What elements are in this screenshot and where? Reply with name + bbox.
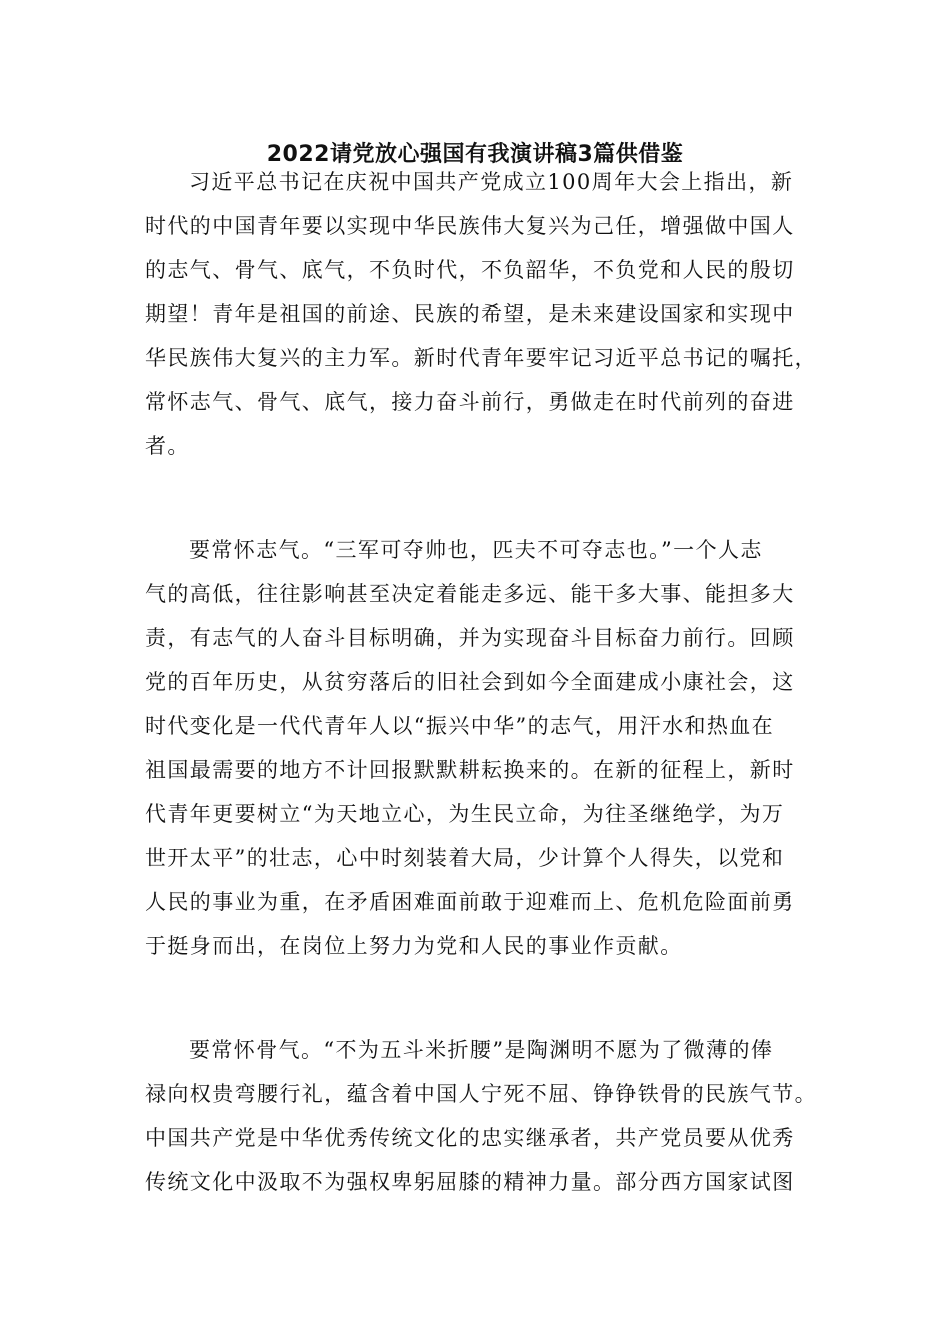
text-line: 代青年更要树立“为天地立心，为生民立命，为往圣继绝学，为万: [145, 802, 785, 826]
text-line: 期望！青年是祖国的前途、民族的希望，是未来建设国家和实现中: [145, 302, 795, 326]
text-line: 于挺身而出，在岗位上努力为党和人民的事业作贡献。: [145, 934, 683, 958]
text-line: 气的高低，往往影响甚至决定着能走多远、能干多大事、能担多大: [145, 582, 795, 606]
text-line: 禄向权贵弯腰行礼，蕴含着中国人宁死不屈、铮铮铁骨的民族气节。: [145, 1082, 817, 1106]
text-line: 常怀志气、骨气、底气，接力奋斗前行，勇做走在时代前列的奋进: [145, 390, 795, 414]
paragraph-ambition: [145, 528, 815, 968]
text-line: 祖国最需要的地方不计回报默默耕耘换来的。在新的征程上，新时: [145, 758, 795, 782]
document-title: 2022请党放心强国有我演讲稿3篇供借鉴: [266, 142, 684, 167]
text-line: 人民的事业为重，在矛盾困难面前敢于迎难而上、危机危险面前勇: [145, 890, 795, 914]
text-line: 习近平总书记在庆祝中国共产党成立100周年大会上指出，新: [189, 170, 794, 194]
text-line: 传统文化中汲取不为强权卑躬屈膝的精神力量。部分西方国家试图: [145, 1170, 795, 1194]
text-line: 党的百年历史，从贫穷落后的旧社会到如今全面建成小康社会，这: [145, 670, 795, 694]
text-line: 要常怀志气。“三军可夺帅也，匹夫不可夺志也。”一个人志: [189, 538, 763, 562]
text-line: 时代变化是一代代青年人以“振兴中华”的志气，用汗水和热血在: [145, 714, 775, 738]
text-line: 世开太平”的壮志，心中时刻装着大局，少计算个人得失，以党和: [145, 846, 785, 870]
text-line: 华民族伟大复兴的主力军。新时代青年要牢记习近平总书记的嘱托，: [145, 346, 817, 370]
text-line: 的志气、骨气、底气，不负时代，不负韶华，不负党和人民的殷切: [145, 258, 795, 282]
text-line: 中国共产党是中华优秀传统文化的忠实继承者，共产党员要从优秀: [145, 1126, 795, 1150]
paragraph-intro: [145, 160, 815, 468]
text-line: 者。: [145, 434, 190, 458]
text-line: 责，有志气的人奋斗目标明确，并为实现奋斗目标奋力前行。回顾: [145, 626, 795, 650]
text-line: 要常怀骨气。“不为五斗米折腰”是陶渊明不愿为了微薄的俸: [189, 1038, 774, 1062]
paragraph-backbone: [145, 1028, 815, 1204]
text-line: 时代的中国青年要以实现中华民族伟大复兴为己任，增强做中国人: [145, 214, 795, 238]
